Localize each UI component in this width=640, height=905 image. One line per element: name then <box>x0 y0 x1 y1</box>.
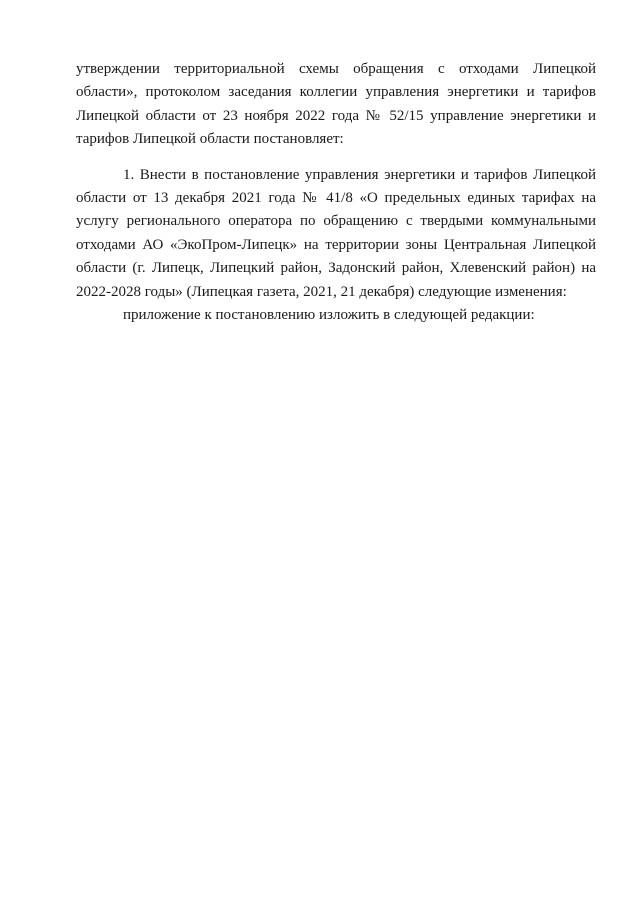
paragraph-item-1: 1. Внести в постановление управления энергетики и тарифов Липецкой области от 13 декабря 2021 года № 41/8 «О предельных единых тарифах на услугу регионального оператора по обращению с твердыми коммунальными отходами АО «ЭкоПром-Липецк» на территории зоны Центральная Липецкой области (г. Липецк, Липецкий район, Задонский район, Хлевенский район) на 2022-2028 годы» (Липецкая газета, 2021, 21 декабря) следующие изменения: <box>76 166 596 300</box>
paragraph-continuation: утверждении территориальной схемы обращения с отходами Липецкой области», протоколом заседания коллегии управления энергетики и тарифов Липецкой области от 23 ноября 2022 года № 52/15 управление энергетики и тарифов Липецкой области постановляет: <box>76 61 596 148</box>
document-page <box>76 58 596 327</box>
paragraph-appendix-note: приложение к постановлению изложить в следующей редакции: <box>123 307 535 324</box>
